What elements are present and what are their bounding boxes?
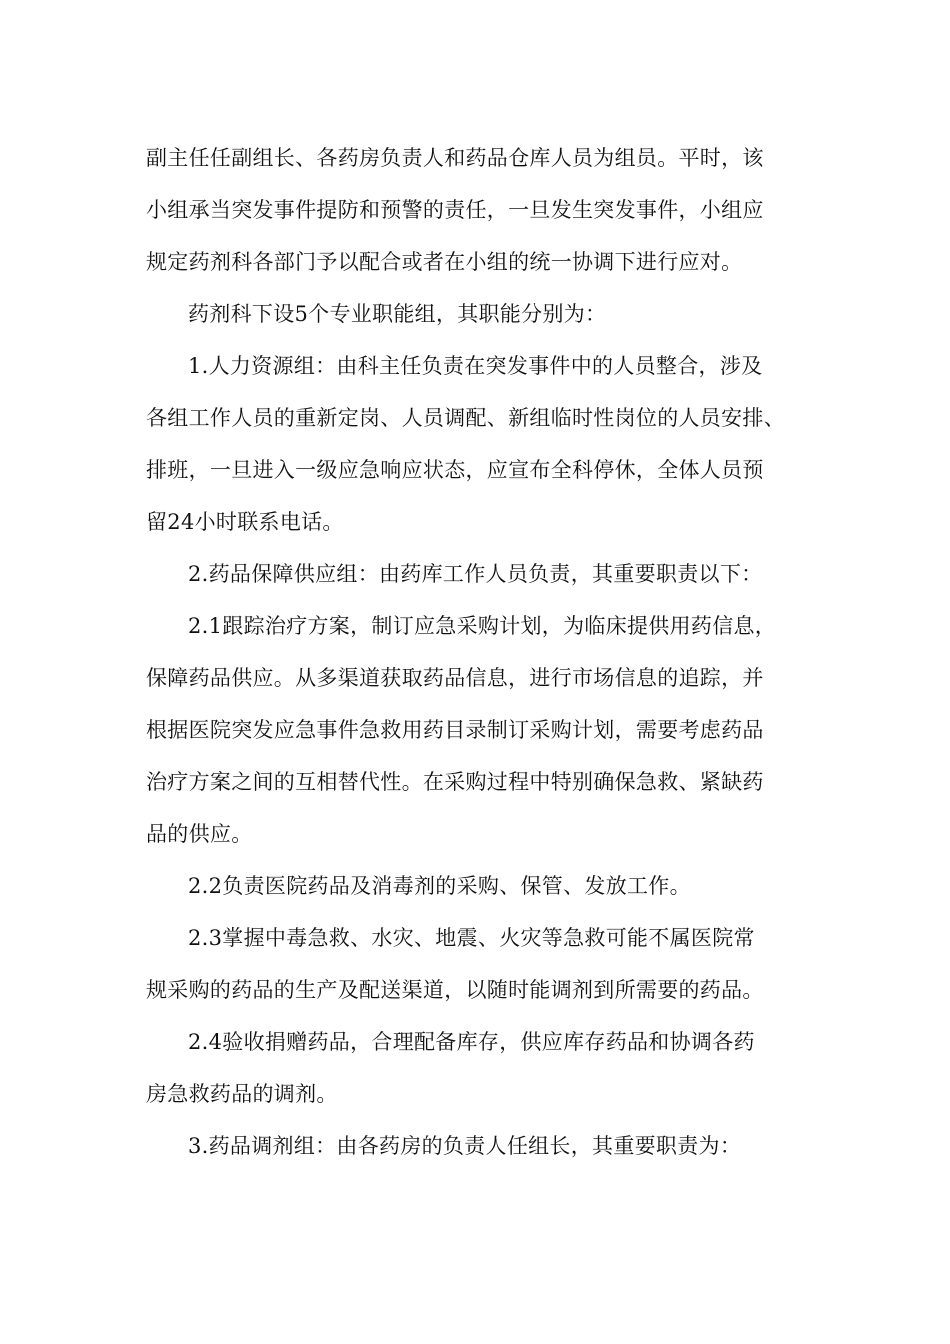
text-line: 治疗方案之间的互相替代性。在采购过程中特别确保急救、紧缺药	[146, 770, 764, 794]
text-line: 各组工作人员的重新定岗、人员调配、新组临时性岗位的人员安排、	[146, 406, 785, 430]
text-line: 规采购的药品的生产及配送渠道，以随时能调剂到所需要的药品。	[146, 978, 764, 1002]
text-line: 房急救药品的调剂。	[146, 1082, 338, 1106]
text-line: 2.3掌握中毒急救、水灾、地震、火灾等急救可能不属医院常	[188, 926, 755, 950]
text-line: 小组承当突发事件提防和预警的责任，一旦发生突发事件，小组应	[146, 198, 764, 222]
text-line: 2.药品保障供应组：由药库工作人员负责，其重要职责以下：	[188, 562, 763, 586]
text-line: 副主任任副组长、各药房负责人和药品仓库人员为组员。平时，该	[146, 146, 764, 170]
text-line: 2.4验收捐赠药品，合理配备库存，供应库存药品和协调各药	[188, 1030, 755, 1054]
text-line: 保障药品供应。从多渠道获取药品信息，进行市场信息的追踪，并	[146, 666, 764, 690]
text-line: 规定药剂科各部门予以配合或者在小组的统一协调下进行应对。	[146, 250, 743, 274]
text-line: 排班，一旦进入一级应急响应状态，应宣布全科停休，全体人员预	[146, 458, 764, 482]
text-line: 药剂科下设5个专业职能组，其职能分别为：	[188, 302, 607, 326]
text-line: 3.药品调剂组：由各药房的负责人任组长，其重要职责为：	[188, 1134, 742, 1158]
text-line: 品的供应。	[146, 822, 253, 846]
text-line: 根据医院突发应急事件急救用药目录制订采购计划，需要考虑药品	[146, 718, 764, 742]
text-line: 留24小时联系电话。	[146, 510, 344, 534]
text-line: 2.1跟踪治疗方案，制订应急采购计划，为临床提供用药信息，	[188, 614, 777, 638]
text-line: 2.2负责医院药品及消毒剂的采购、保管、发放工作。	[188, 874, 691, 898]
text-line: 1.人力资源组：由科主任负责在突发事件中的人员整合，涉及	[188, 354, 763, 378]
